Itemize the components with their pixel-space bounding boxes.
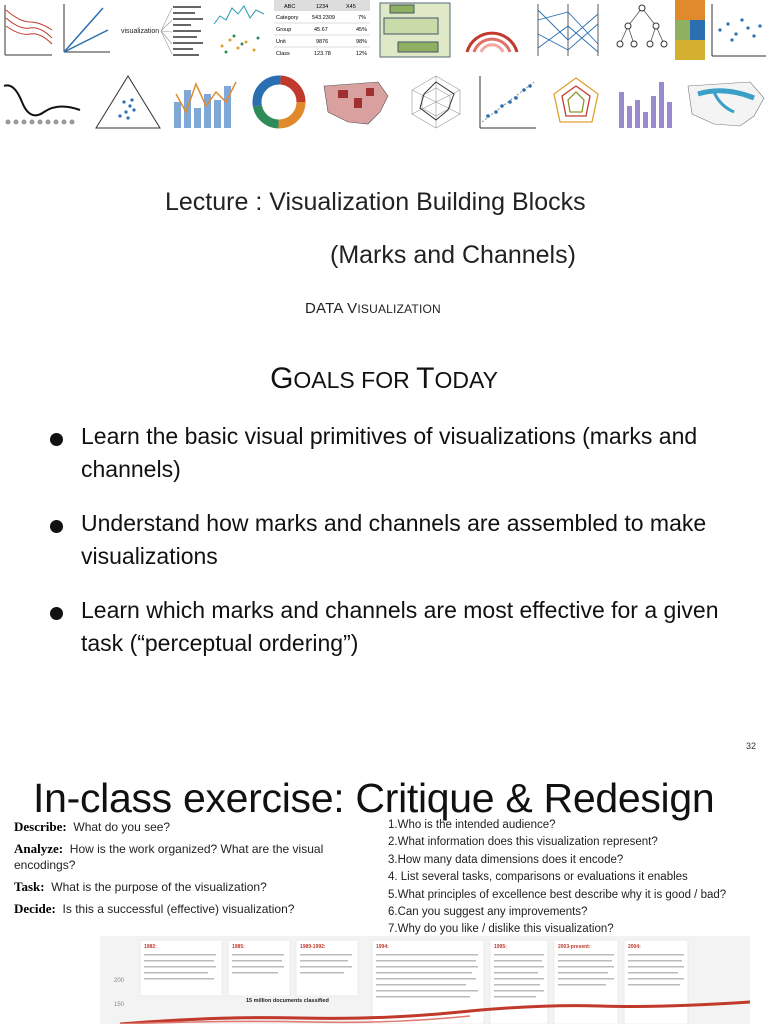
- question-item: 4. List several tasks, comparisons or evaluations it enables: [388, 871, 688, 884]
- table-cell: 9876: [316, 39, 329, 45]
- table-cell: 45%: [356, 27, 368, 33]
- table-header-2: X45: [346, 4, 356, 10]
- course-name-data: DATA: [305, 300, 343, 317]
- step-text: What do you see?: [73, 820, 171, 834]
- thumb-flow-map: [684, 72, 768, 132]
- thumb-treemap: [374, 0, 456, 60]
- axis-label: 150: [114, 1002, 125, 1008]
- question-item: 1.Who is the intended audience?: [388, 819, 556, 831]
- year-label: 1989-1992:: [300, 944, 326, 950]
- goals-g-rest: OALS FOR: [293, 367, 417, 393]
- thumb-parallel-coordinates: [528, 0, 608, 60]
- step-text: Is this a successful (effective) visualization?: [62, 902, 295, 916]
- table-cell: Class: [276, 51, 290, 57]
- step-label: Task:: [14, 879, 45, 894]
- goal-text: Understand how marks and channels are assembled to make visualizations: [81, 510, 707, 569]
- goal-item: [44, 507, 744, 573]
- thumb-scatter-regression: [476, 72, 540, 132]
- thumb-colored-treemap: [675, 0, 705, 60]
- goals-heading: [0, 362, 768, 396]
- table-cell: 45.67: [314, 27, 328, 33]
- course-name: [305, 300, 441, 317]
- bullet-icon: [50, 433, 63, 446]
- course-name-v: V: [347, 300, 358, 317]
- thumb-data-table: [274, 0, 370, 60]
- exercise-title: In-class exercise: Critique & Redesign: [33, 775, 715, 821]
- table-cell: 7%: [358, 15, 366, 21]
- page-number: 32: [745, 741, 756, 751]
- goals-t: T: [416, 362, 435, 395]
- critique-step: [14, 841, 374, 873]
- thumb-donut-chart: [246, 72, 312, 132]
- goals-t-rest: ODAY: [434, 367, 498, 393]
- critique-step: [14, 819, 374, 835]
- question-item: 6.Can you suggest any improvements?: [388, 906, 588, 919]
- thumb-vectors: [58, 0, 113, 60]
- year-label: 1995:: [494, 944, 507, 950]
- lecture-title: Lecture : Visualization Building Blocks: [165, 188, 586, 216]
- year-label: 1982:: [144, 944, 157, 950]
- word-tree-root: visualization: [121, 28, 160, 35]
- step-label: Analyze:: [14, 841, 64, 856]
- year-label: 2004:: [628, 944, 641, 950]
- question-item: 7.Why do you like / dislike this visualization?: [388, 923, 614, 936]
- table-cell: 12%: [356, 51, 368, 57]
- thumbnail-strip: [0, 0, 768, 154]
- thumb-density-curve: [0, 72, 84, 132]
- thumb-ternary-plot: [90, 72, 166, 132]
- year-label: 1994:: [376, 944, 389, 950]
- step-text: How is the work organized? What are the visual encodings?: [14, 842, 324, 872]
- goals-list: [44, 420, 744, 681]
- thumb-choropleth-map: [318, 72, 394, 132]
- course-name-rest: ISUALIZATION: [357, 302, 441, 316]
- thumb-scatter-blue: [708, 0, 768, 60]
- goal-item: [44, 420, 744, 486]
- thumb-bar-line-combo: [170, 72, 240, 132]
- year-label: 2003-present:: [558, 944, 591, 950]
- goal-item: [44, 594, 744, 660]
- infographic-preview: [100, 936, 750, 1024]
- goal-text: Learn the basic visual primitives of visualizations (marks and channels): [81, 423, 698, 482]
- table-header-1: 1234: [316, 4, 329, 10]
- table-cell: Category: [276, 15, 299, 21]
- goal-text: Learn which marks and channels are most effective for a given task (“perceptual ordering”): [81, 597, 719, 656]
- critique-step: [14, 879, 374, 895]
- step-label: Decide:: [14, 901, 56, 916]
- thumb-line-chart-red: [0, 0, 55, 60]
- thumb-radar-chart: [402, 72, 470, 132]
- thumb-bar-chart-purple: [615, 72, 679, 132]
- thumb-node-link-tree: [612, 0, 672, 60]
- table-cell: 543.2309: [312, 15, 335, 21]
- question-item: 5.What principles of excellence best describe why it is good / bad?: [388, 888, 727, 901]
- question-item: 2.What information does this visualization represent?: [388, 836, 658, 849]
- lecture-subtitle: (Marks and Channels): [330, 241, 576, 269]
- bullet-icon: [50, 520, 63, 533]
- goals-g: G: [270, 362, 294, 395]
- callout-text: 15 million documents classified: [246, 998, 329, 1004]
- thumb-word-tree: [117, 0, 207, 60]
- question-item: 3.How many data dimensions does it encode?: [388, 853, 624, 866]
- table-header-0: ABC: [284, 4, 296, 10]
- step-text: What is the purpose of the visualization?: [51, 880, 267, 894]
- table-cell: 123.78: [314, 51, 331, 57]
- thumb-star-plot: [544, 72, 608, 132]
- critique-steps: [14, 819, 374, 923]
- year-label: 1985:: [232, 944, 245, 950]
- axis-label: 200: [114, 978, 125, 984]
- bullet-icon: [50, 607, 63, 620]
- table-cell: Unit: [276, 39, 286, 45]
- step-label: Describe:: [14, 819, 67, 834]
- thumb-radial-chart: [459, 0, 525, 60]
- critique-questions: [388, 817, 768, 939]
- thumb-line-scatter: [210, 0, 270, 60]
- table-cell: 98%: [356, 39, 368, 45]
- table-cell: Group: [276, 27, 292, 33]
- critique-step: [14, 901, 374, 917]
